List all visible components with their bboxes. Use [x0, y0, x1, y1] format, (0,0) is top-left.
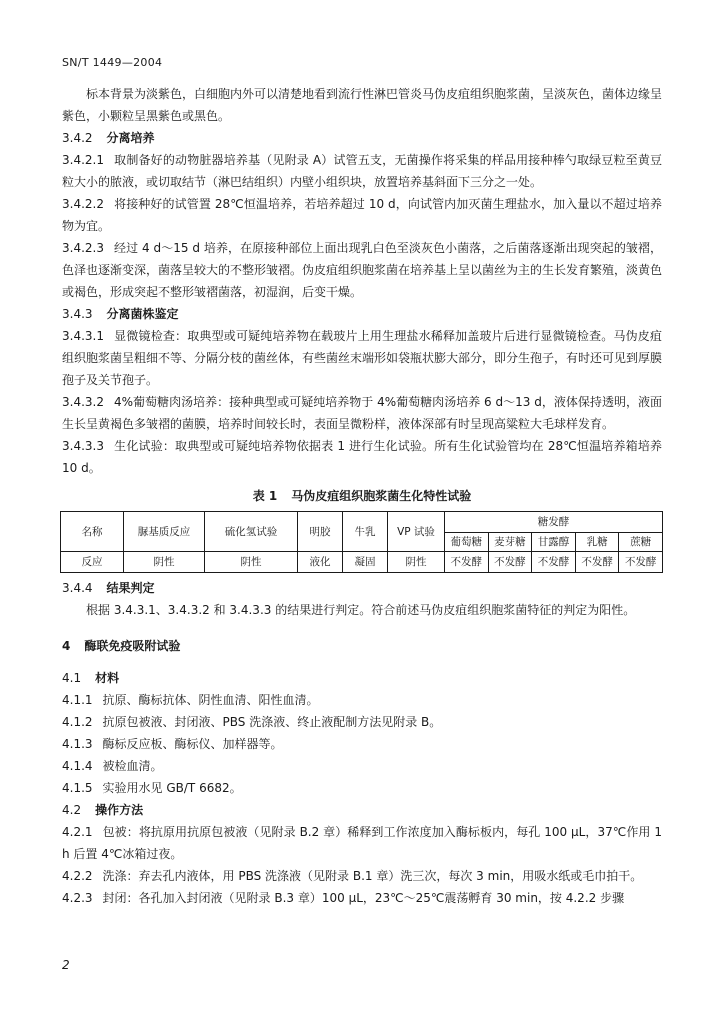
clause-4-1-2 [62, 711, 662, 733]
clause-text: 被检血清。 [102, 759, 163, 773]
clause-text: 洗涤：弃去孔内液体，用 PBS 洗涤液（见附录 B.1 章）洗三次，每次 3 min，用吸水纸或毛巾拍干。 [102, 869, 643, 883]
clause-number: 4.2.2 [62, 869, 93, 883]
section-3-4-4-heading [62, 577, 662, 599]
clause-text: 生化试验：取典型或可疑纯培养物依据表 1 进行生化试验。所有生化试验管均在 28℃恒温培养箱培养 10 d。 [62, 439, 662, 475]
clause-text: 显微镜检查：取典型或可疑纯培养物在载玻片上用生理盐水稀释加盖玻片后进行显微镜检查。马伪皮疽组织胞浆菌呈粗细不等、分隔分枝的菌丝体，有些菌丝末端形如袋瓶状膨大部分，即分生孢子，有时还可见到厚膜孢子及关节孢子。 [62, 329, 663, 387]
table-header-row [61, 512, 663, 533]
clause-number: 3.4.2.1 [62, 153, 104, 167]
clause-3-4-3-3 [62, 435, 662, 479]
clause-text: 酶标反应板、酶标仪、加样器等。 [102, 737, 283, 751]
section-3-4-3-heading [62, 303, 662, 325]
clause-text: 取制备好的动物脏器培养基（见附录 A）试管五支，无菌操作将采集的样品用接种棒勺取绿豆粒至黄豆粒大小的脓液，或切取结节（淋巴结组织）内壁小组织块，放置培养基斜面下三分之一处。 [62, 153, 662, 189]
clause-number: 3.4.3.1 [62, 329, 104, 343]
section-title: 操作方法 [95, 803, 144, 817]
clause-number: 4.1.1 [62, 693, 93, 707]
section-3-4-2-heading [62, 127, 662, 149]
clause-number: 3.4.3.3 [62, 439, 104, 453]
header-h2s: 硫化氢试验 [205, 512, 298, 552]
cell-sucrose: 不发酵 [619, 552, 663, 573]
clause-3-4-3-1 [62, 325, 662, 391]
cell-maltose: 不发酵 [488, 552, 532, 573]
header-maltose: 麦芽糖 [488, 533, 532, 552]
section-number: 3.4.4 [62, 581, 93, 595]
header-sucrose: 蔗糖 [619, 533, 663, 552]
header-glucose: 葡萄糖 [445, 533, 489, 552]
biochemical-table [60, 511, 663, 573]
section-title: 材料 [95, 671, 120, 685]
clause-4-2-1 [62, 821, 662, 865]
clause-number: 4.1.4 [62, 759, 93, 773]
clause-4-1-3 [62, 733, 662, 755]
clause-3-4-2-3 [62, 237, 662, 303]
section-number: 4.1 [62, 671, 82, 685]
clause-number: 3.4.2.2 [62, 197, 104, 211]
intro-paragraph: 标本背景为淡紫色，白细胞内外可以清楚地看到流行性淋巴管炎马伪皮疽组织胞浆菌，呈淡灰色，菌体边缘呈紫色，小颗粒呈黑紫色或黑色。 [62, 87, 663, 123]
cell-glucose: 不发酵 [445, 552, 489, 573]
section-4-1-heading [62, 667, 662, 689]
clause-text: 抗原包被液、封闭液、PBS 洗涤液、终止液配制方法见附录 B。 [102, 715, 442, 729]
header-name: 名称 [61, 512, 124, 552]
clause-3-4-2-2 [62, 193, 662, 237]
section-number: 3.4.3 [62, 307, 93, 321]
table-row [61, 552, 663, 573]
header-fermentation: 糖发酵 [445, 512, 663, 533]
cell-mannitol: 不发酵 [532, 552, 576, 573]
cell-name: 反应 [61, 552, 124, 573]
clause-text: 实验用水见 GB/T 6682。 [102, 781, 242, 795]
section-number: 3.4.2 [62, 131, 93, 145]
section-number: 4 [62, 639, 71, 653]
table-label: 表 1 [252, 489, 278, 503]
clause-text: 抗原、酶标抗体、阴性血清、阳性血清。 [102, 693, 319, 707]
clause-4-1-1 [62, 689, 662, 711]
clause-number: 3.4.2.3 [62, 241, 104, 255]
clause-3-4-2-1 [62, 149, 662, 193]
section-title: 分离培养 [106, 131, 155, 145]
document-body [62, 83, 662, 909]
clause-number: 4.1.3 [62, 737, 93, 751]
clause-number: 4.2.3 [62, 891, 93, 905]
header-vp: VP 试验 [388, 512, 445, 552]
clause-text: 经过 4 d～15 d 培养，在原接种部位上面出现乳白色至淡灰色小菌落，之后菌落逐渐出现突起的皱褶，色泽也逐渐变深，菌落呈较大的不整形皱褶。伪皮疽组织胞浆菌在培养基上呈以菌丝为主的生长发育繁殖，淡黄色或褐色，形成突起不整形皱褶菌落，初湿润，后变干燥。 [62, 241, 663, 299]
cell-gelatin: 液化 [298, 552, 343, 573]
clause-4-2-2 [62, 865, 662, 887]
section-title: 分离菌株鉴定 [106, 307, 179, 321]
clause-number: 4.1.5 [62, 781, 93, 795]
clause-4-1-4 [62, 755, 662, 777]
clause-text: 包被：将抗原用抗原包被液（见附录 B.2 章）稀释到工作浓度加入酶标板内，每孔 100 μL，37℃作用 1 h 后置 4℃冰箱过夜。 [62, 825, 662, 861]
cell-urease: 阴性 [124, 552, 205, 573]
header-mannitol: 甘露醇 [532, 533, 576, 552]
page-number: 2 [62, 958, 70, 972]
table-caption [62, 485, 662, 507]
header-urease: 脲基质反应 [124, 512, 205, 552]
section-number: 4.2 [62, 803, 82, 817]
standard-code: SN/T 1449—2004 [62, 56, 163, 69]
clause-text: 将接种好的试管置 28℃恒温培养，若培养超过 10 d，向试管内加灭菌生理盐水，加入量以不超过培养物为宜。 [62, 197, 662, 233]
table-title: 马伪皮疽组织胞浆菌生化特性试验 [291, 489, 472, 503]
section-title: 结果判定 [106, 581, 155, 595]
section-title: 酶联免疫吸附试验 [84, 639, 181, 653]
section-4-heading [62, 635, 662, 657]
cell-h2s: 阴性 [205, 552, 298, 573]
clause-number: 4.2.1 [62, 825, 93, 839]
clause-number: 3.4.3.2 [62, 395, 104, 409]
clause-text: 4%葡萄糖肉汤培养：接种典型或可疑纯培养物于 4%葡萄糖肉汤培养 6 d～13 d，液体保持透明，液面生长呈黄褐色多皱褶的菌膜，培养时间较长时，表面呈微粉样，液体深部有时呈现高粱粒大毛球样发育。 [62, 395, 662, 431]
clause-text: 封闭：各孔加入封闭液（见附录 B.3 章）100 μL，23℃～25℃震荡孵育 30 min，按 4.2.2 步骤 [102, 891, 625, 905]
header-lactose: 乳糖 [575, 533, 619, 552]
cell-milk: 凝固 [343, 552, 388, 573]
clause-4-2-3 [62, 887, 662, 909]
section-4-2-heading [62, 799, 662, 821]
cell-vp: 阴性 [388, 552, 445, 573]
cell-lactose: 不发酵 [575, 552, 619, 573]
header-milk: 牛乳 [343, 512, 388, 552]
clause-4-1-5 [62, 777, 662, 799]
judgment-paragraph: 根据 3.4.3.1、3.4.3.2 和 3.4.3.3 的结果进行判定。符合前述马伪皮疽组织胞浆菌特征的判定为阳性。 [86, 603, 636, 617]
header-gelatin: 明胶 [298, 512, 343, 552]
clause-3-4-3-2 [62, 391, 662, 435]
clause-number: 4.1.2 [62, 715, 93, 729]
